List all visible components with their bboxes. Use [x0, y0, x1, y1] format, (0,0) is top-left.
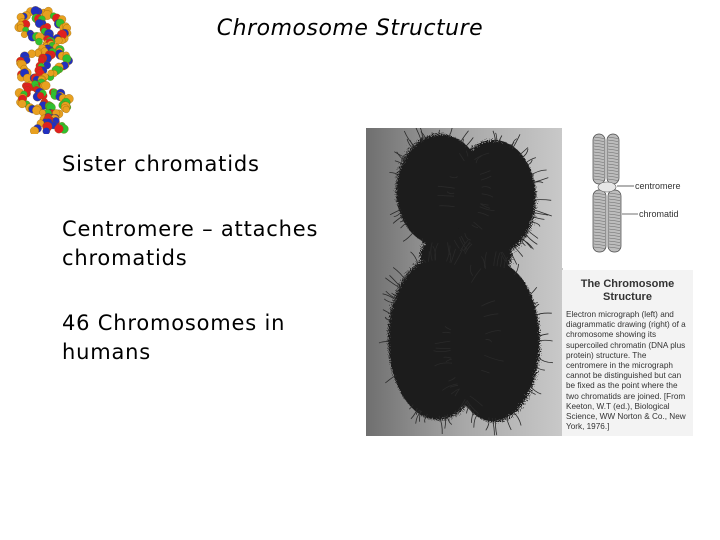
dna-atom	[21, 31, 28, 38]
caption-body: Electron micrograph (left) and diagrammatic drawing (right) of a chromosome showing its supercoiled chromatin (DNA plus protein) structure. The centromere in the micrograph cannot be distinguished but can be fixed as the point where the two chromatids are joined. [From Keeton, W.T (ed.), Biological Science, WW Norton & Co., New York, 1976.]	[566, 310, 686, 432]
electron-micrograph-image	[366, 128, 563, 436]
centromere-label: centromere	[635, 181, 681, 191]
chromatid-label: chromatid	[639, 209, 679, 219]
slide-title: Chromosome Structure	[216, 16, 484, 41]
bullet-46-chromosomes: 46 Chromosomes in humans	[62, 311, 286, 364]
dna-atom	[63, 106, 70, 113]
dna-atom	[35, 38, 42, 45]
chromatin-fiber	[436, 348, 451, 349]
dna-atom	[48, 70, 54, 76]
bullet-list	[62, 150, 352, 403]
bullet-centromere: Centromere – attaches chromatids	[62, 217, 319, 270]
dna-atom	[55, 37, 63, 45]
dna-atom	[42, 81, 51, 90]
dna-atom	[18, 100, 26, 108]
centromere-marker	[598, 182, 616, 192]
caption-title: The Chromosome Structure	[580, 278, 675, 303]
dna-atom	[30, 127, 39, 134]
bullet-sister-chromatids: Sister chromatids	[62, 152, 260, 176]
dna-atom	[37, 92, 44, 99]
dna-atom	[55, 124, 64, 133]
chromosome-diagram	[562, 128, 693, 268]
dna-atom	[43, 128, 50, 135]
dna-molecule-image	[4, 6, 84, 134]
figure-caption	[562, 270, 693, 436]
